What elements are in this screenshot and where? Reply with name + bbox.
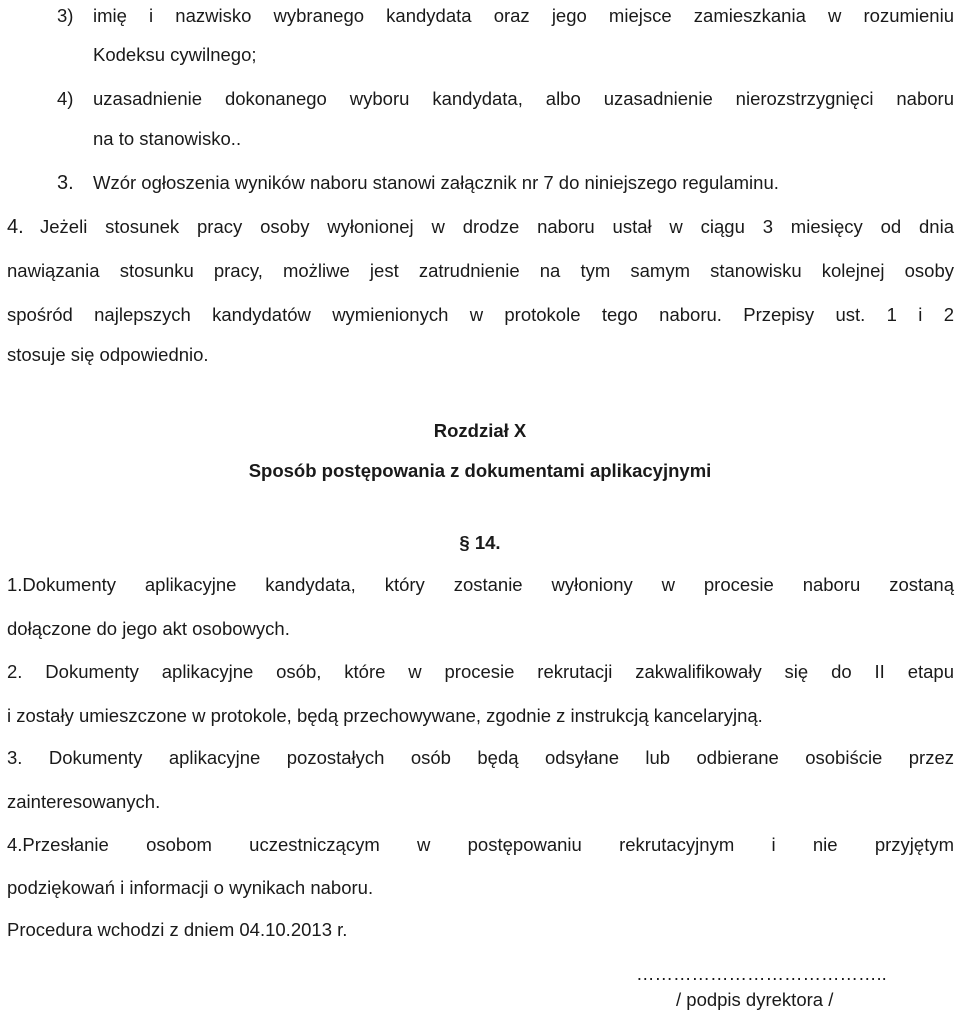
list-item-3-number: 3)	[57, 5, 74, 26]
section-14-item-1-line1: 1.Dokumenty aplikacyjne kandydata, który zostanie wyłoniony w procesie naboru zostaną	[7, 574, 954, 595]
paragraph-3-text: Wzór ogłoszenia wyników naboru stanowi załącznik nr 7 do niniejszego regulaminu.	[93, 172, 779, 193]
paragraph-4-line3: spośród najlepszych kandydatów wymienionych w protokole tego naboru. Przepisy ust. 1 i 2	[7, 304, 954, 325]
procedure-date: Procedura wchodzi z dniem 04.10.2013 r.	[7, 919, 348, 940]
signature-label: / podpis dyrektora /	[676, 989, 834, 1010]
signature-dots: …………………………………..	[636, 963, 887, 984]
section-14-item-1-line2: dołączone do jego akt osobowych.	[7, 618, 290, 639]
section-number: § 14.	[459, 532, 501, 553]
paragraph-4-line4: stosuje się odpowiednio.	[7, 344, 209, 365]
chapter-subtitle: Sposób postępowania z dokumentami aplikacyjnymi	[248, 460, 712, 481]
paragraph-4-line1: Jeżeli stosunek pracy osoby wyłonionej w drodze naboru ustał w ciągu 3 miesięcy od dnia	[40, 216, 954, 237]
section-14-item-4-line1: 4.Przesłanie osobom uczestniczącym w postępowaniu rekrutacyjnym i nie przyjętym	[7, 834, 954, 855]
list-item-4-line2: na to stanowisko..	[93, 128, 242, 149]
list-item-4-number: 4)	[57, 88, 74, 109]
chapter-title: Rozdział X	[433, 420, 527, 441]
paragraph-4-number: 4.	[7, 216, 24, 238]
list-item-3-line2: Kodeksu cywilnego;	[93, 44, 257, 65]
paragraph-4-line2: nawiązania stosunku pracy, możliwe jest zatrudnienie na tym samym stanowisku kolejnej osoby	[7, 260, 954, 281]
section-14-item-3-line1: 3. Dokumenty aplikacyjne pozostałych osób będą odsyłane lub odbierane osobiście przez	[7, 747, 954, 768]
section-14-item-2-line2: i zostały umieszczone w protokole, będą przechowywane, zgodnie z instrukcją kancelaryjną.	[7, 705, 763, 726]
section-14-item-3-line2: zainteresowanych.	[7, 791, 161, 812]
section-14-item-2-line1: 2. Dokumenty aplikacyjne osób, które w procesie rekrutacji zakwalifikowały się do II etapu	[7, 661, 954, 682]
list-item-4-line1: uzasadnienie dokonanego wyboru kandydata, albo uzasadnienie nierozstrzygnięci naboru	[93, 88, 954, 109]
paragraph-3-number: 3.	[57, 172, 74, 194]
section-14-item-4-line2: podziękowań i informacji o wynikach naboru.	[7, 877, 374, 898]
list-item-3-line1: imię i nazwisko wybranego kandydata oraz jego miejsce zamieszkania w rozumieniu	[93, 5, 954, 26]
